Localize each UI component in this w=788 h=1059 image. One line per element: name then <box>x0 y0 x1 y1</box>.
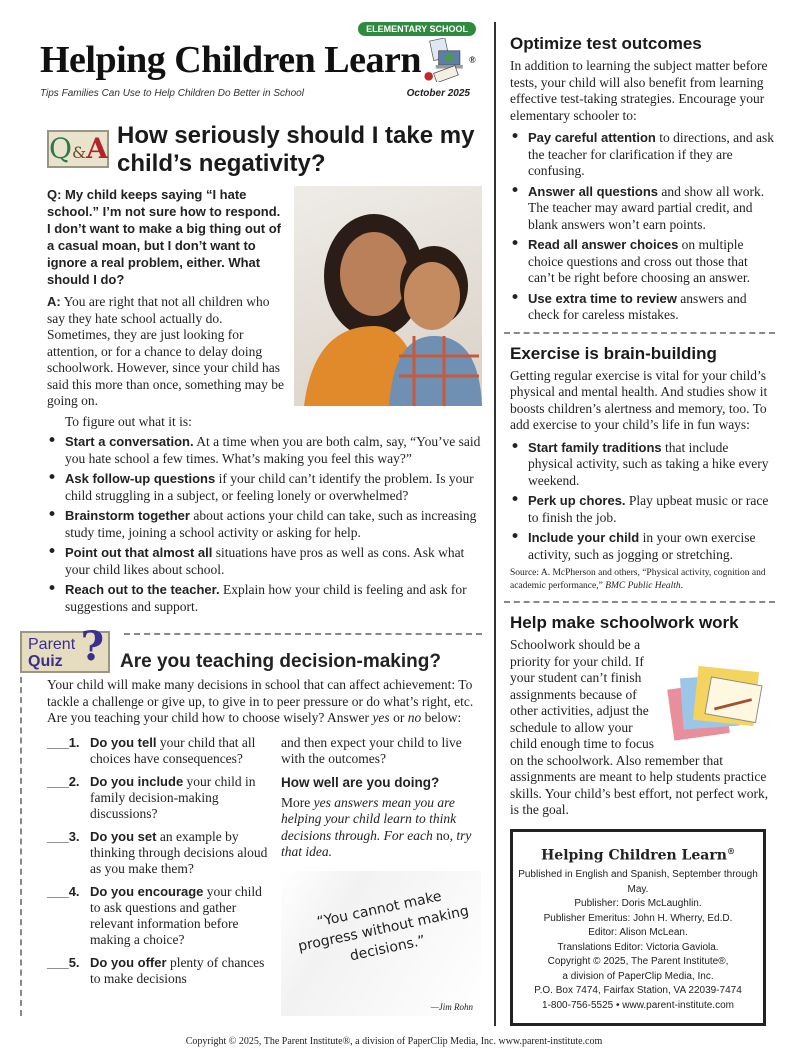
list-item: • Point out that almost all situations have pros as well as cons. Ask what your child likes about school. <box>47 545 482 578</box>
qa-header <box>47 122 482 178</box>
exercise-source: Source: A. McPherson and others, “Physical activity, cognition and academic performance,” BMC Public Health. <box>510 568 766 591</box>
optimize-section <box>510 34 775 324</box>
quiz-right-column <box>281 735 481 1016</box>
title-text: Helping Children Learn <box>40 39 422 81</box>
qa-title: How seriously should I take my child’s negativity? <box>117 122 475 177</box>
box-line: 1-800-756-5525 • www.parent-institute.com <box>542 999 734 1011</box>
qa-answer: A: You are right that not all children who say they hate school actually do. Sometimes, they are just looking for attention, or for a chance to delay doing schoolwork. However, since your child has said this more than once, something may be going on. <box>47 294 284 408</box>
quiz-columns <box>47 735 482 1016</box>
masthead <box>40 22 480 104</box>
optimize-title: Optimize test outcomes <box>510 34 702 53</box>
list-item: • Read all answer choices on multiple choice questions and cross out those that can’t be right before choosing an answer. <box>510 237 775 287</box>
qa-section <box>20 122 482 615</box>
school-supplies-icon <box>423 38 467 82</box>
list-item: • Start family traditions that include physical activity, such as taking a hike every weekend. <box>510 440 775 490</box>
tagline: Tips Families Can Use to Help Children Do Better in School <box>40 88 304 99</box>
box-line: Publisher Emeritus: John H. Wherry, Ed.D. <box>543 912 733 924</box>
quiz-item: ___3. Do you set an example by thinking through decisions aloud as you make them? <box>47 828 268 876</box>
score-heading: How well are you doing? <box>281 774 440 790</box>
publisher-info-box <box>510 829 766 1027</box>
list-item: • Perk up chores. Play upbeat music or race to finish the job. <box>510 493 775 526</box>
schoolwork-text: Schoolwork should be a priority for your child. If your student can’t finish assignments because of other activities, adjust the schedule to allow your child enough time to focus on the schoolwork. Also remember that assignments are meant to help students practice skills. Your child’s best effort, not perfect work, is the goal. <box>510 637 769 817</box>
qa-logo-icon: Q&A <box>47 130 109 168</box>
optimize-intro: In addition to learning the subject matter before tests, your child will also benefit from learning effective test-taking strategies. Encourage your elementary schooler to: <box>510 58 768 123</box>
box-line: a division of PaperClip Media, Inc. <box>562 970 714 982</box>
box-line: P.O. Box 7474, Fairfax Station, VA 22039-7474 <box>534 985 742 997</box>
quiz-item: ___4. Do you encourage your child to ask questions and gather relevant information before making a choice? <box>47 883 262 947</box>
quote-text: “You cannot make progress without making decisions.” <box>296 887 471 964</box>
qa-tips-list <box>47 434 482 615</box>
left-column <box>20 22 482 1016</box>
box-line: Editor: Alison McLean. <box>588 927 688 939</box>
quiz-header <box>20 623 482 673</box>
colored-papers-icon <box>663 657 775 747</box>
exercise-section <box>510 344 775 594</box>
quiz-item: ___2. Do you include your child in family decision-making discussions? <box>47 773 256 821</box>
right-column <box>494 22 779 1026</box>
schoolwork-section <box>510 613 775 819</box>
box-line: Copyright © 2025, The Parent Institute®, <box>547 956 729 968</box>
registered-mark: ® <box>469 55 476 65</box>
exercise-title: Exercise is brain-building <box>510 343 717 363</box>
quiz-body <box>20 677 482 1016</box>
list-item: • Reach out to the teacher. Explain how your child is feeling and ask for suggestions and support. <box>47 582 482 615</box>
list-item: • Ask follow-up questions if your child can’t identify the problem. Is your child struggling in a subject, or feeling lonely or overwhelmed? <box>47 471 482 504</box>
qa-lead: To figure out what it is: <box>65 413 192 429</box>
list-item: • Pay careful attention to directions, and ask the teacher for clarification if they are confusing. <box>510 130 775 180</box>
list-item: • Use extra time to review answers and check for careless mistakes. <box>510 291 775 324</box>
grade-badge: ELEMENTARY SCHOOL <box>358 22 476 36</box>
list-item: • Include your child in your own exercise activity, such as jogging or stretching. <box>510 530 775 563</box>
mother-child-photo <box>294 186 482 406</box>
divider <box>504 332 775 334</box>
divider <box>504 601 775 603</box>
box-line: Publisher: Doris McLaughlin. <box>574 898 702 910</box>
quote-card <box>281 871 481 1016</box>
schoolwork-title: Help make schoolwork work <box>510 613 739 632</box>
list-item: • Brainstorm together about actions your child can take, such as increasing study time, joining a school activity or asking for help. <box>47 508 482 541</box>
page-footer: Copyright © 2025, The Parent Institute®, a division of PaperClip Media, Inc. www.parent-institute.com <box>185 1036 603 1048</box>
box-title: Helping Children Learn® <box>541 845 735 864</box>
newsletter-title <box>40 38 475 82</box>
exercise-list <box>510 440 775 564</box>
qa-question: Q: My child keeps saying “I hate school.” I’m not sure how to respond. I don’t want to make a big thing out of a casual moan, but I don’t want to ignore a real problem, either. What should I do? <box>47 187 281 287</box>
optimize-list <box>510 130 775 324</box>
quiz-intro: Your child will make many decisions in school that can affect achievement: To tackle a challenge or give up, to give in to peer pressure or do what’s right, etc. Are you teaching your child how to choose wisely? Answer yes or no below: <box>47 677 474 725</box>
quiz-item-5-continued: and then expect your child to live with the outcomes? <box>281 734 462 766</box>
box-line: Published in English and Spanish, September through May. <box>518 869 758 895</box>
divider <box>124 633 482 635</box>
list-item: • Start a conversation. At a time when you are both calm, say, “You’ve said you hate school a few times. What’s making you feel this way?” <box>47 434 482 467</box>
quote-author: —Jim Rohn <box>430 1001 473 1012</box>
score-text: More yes answers mean you are helping your child learn to think decisions through. For each no, try that idea. <box>281 794 472 859</box>
exercise-intro: Getting regular exercise is vital for your child’s physical and mental health. And studies show it boosts children’s alertness and memory, too. To add exercise to your child’s life in fun ways: <box>510 367 768 432</box>
quiz-item: ___5. Do you offer plenty of chances to make decisions <box>47 954 265 986</box>
issue-date: October 2025 <box>406 88 470 99</box>
box-line: Translations Editor: Victoria Gaviola. <box>557 941 719 953</box>
quiz-section <box>20 623 482 1016</box>
quiz-questions-left <box>47 735 269 1016</box>
list-item: • Answer all questions and show all work. The teacher may award partial credit, and blank answers won’t earn points. <box>510 184 775 234</box>
quiz-title: Are you teaching decision-making? <box>120 651 441 672</box>
quiz-item: ___1. Do you tell your child that all choices have consequences? <box>47 734 256 766</box>
parent-quiz-logo-icon: Parent Quiz ? <box>20 631 110 673</box>
